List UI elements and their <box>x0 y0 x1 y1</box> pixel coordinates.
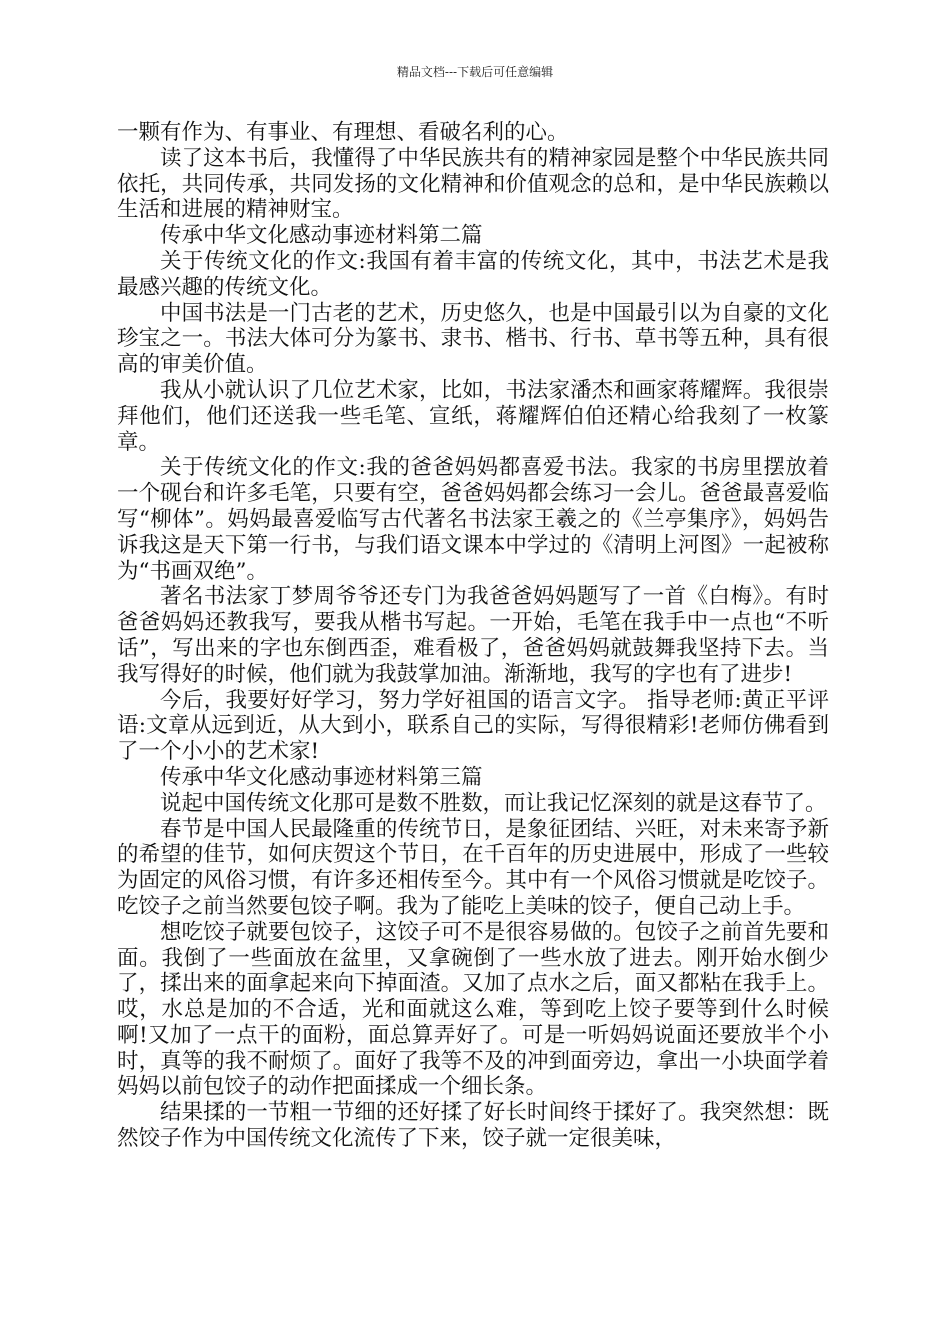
document-body <box>117 120 829 1152</box>
paragraph: 说起中国传统文化那可是数不胜数，而让我记忆深刻的就是这春节了。 <box>160 790 827 816</box>
paragraph: 我从小就认识了几位艺术家，比如，书法家潘杰和画家蒋耀辉。我很崇拜他们，他们还送我一些毛笔、宣纸，蒋耀辉伯伯还精心给我刻了一枚篆章。 <box>117 377 829 455</box>
section-title: 传承中华文化感动事迹材料第二篇 <box>160 223 483 249</box>
paragraph: 中国书法是一门古老的艺术，历史悠久，也是中国最引以为自豪的文化珍宝之一。书法大体可分为篆书、隶书、楷书、行书、草书等五种，具有很高的审美价值。 <box>117 300 829 378</box>
paragraph: 读了这本书后，我懂得了中华民族共有的精神家园是整个中华民族共同依托，共同传承，共同发扬的文化精神和价值观念的总和，是中华民族赖以生活和进展的精神财宝。 <box>117 145 829 223</box>
paragraph: 春节是中国人民最隆重的传统节日，是象征团结、兴旺，对未来寄予新的希望的佳节，如何庆贺这个节日，在千百年的历史进展中，形成了一些较为固定的风俗习惯，有许多还相传至今。其中有一个风俗习惯就是吃饺子。吃饺子之前当然要包饺子啊。我为了能吃上美味的饺子，便自己动上手。 <box>117 816 829 919</box>
page-header: 精品文档---下载后可任意编辑 <box>396 65 554 79</box>
paragraph: 关于传统文化的作文:我国有着丰富的传统文化，其中，书法艺术是我最感兴趣的传统文化。 <box>117 248 829 300</box>
paragraph: 一颗有作为、有事业、有理想、看破名利的心。 <box>117 120 569 145</box>
paragraph: 著名书法家丁梦周爷爷还专门为我爸爸妈妈题写了一首《白梅》。有时爸爸妈妈还教我写，要我从楷书写起。一开始，毛笔在我手中一点也“不听话”，写出来的字也东倒西歪，难看极了，爸爸妈妈就鼓舞我坚持下去。当我写得好的时候，他们就为我鼓掌加油。渐渐地，我写的字也有了进步! <box>117 584 829 687</box>
paragraph: 今后，我要好好学习，努力学好祖国的语言文字。 指导老师:黄正平评语:文章从远到近，从大到小，联系自己的实际，写得很精彩!老师仿佛看到了一个小小的艺术家! <box>117 687 829 765</box>
paragraph: 关于传统文化的作文:我的爸爸妈妈都喜爱书法。我家的书房里摆放着一个砚台和许多毛笔，只要有空，爸爸妈妈都会练习一会儿。爸爸最喜爱临写“柳体”。妈妈最喜爱临写古代著名书法家王羲之的《兰亭集序》，妈妈告诉我这是天下第一行书，与我们语文课本中学过的《清明上河图》一起被称为“书画双绝”。 <box>117 455 829 584</box>
paragraph: 结果揉的一节粗一节细的还好揉了好长时间终于揉好了。我突然想：既然饺子作为中国传统文化流传了下来，饺子就一定很美味， <box>117 1100 829 1152</box>
section-title: 传承中华文化感动事迹材料第三篇 <box>160 764 483 790</box>
paragraph: 想吃饺子就要包饺子，这饺子可不是很容易做的。包饺子之前首先要和面。我倒了一些面放在盆里，又拿碗倒了一些水放了进去。刚开始水倒少了，揉出来的面拿起来向下掉面渣。又加了点水之后，面又都粘在我手上。哎，水总是加的不合适，光和面就这么难，等到吃上饺子要等到什么时候啊!又加了一点干的面粉，面总算弄好了。可是一听妈妈说面还要放半个小时，真等的我不耐烦了。面好了我等不及的冲到面旁边，拿出一小块面学着妈妈以前包饺子的动作把面揉成一个细长条。 <box>117 919 829 1100</box>
